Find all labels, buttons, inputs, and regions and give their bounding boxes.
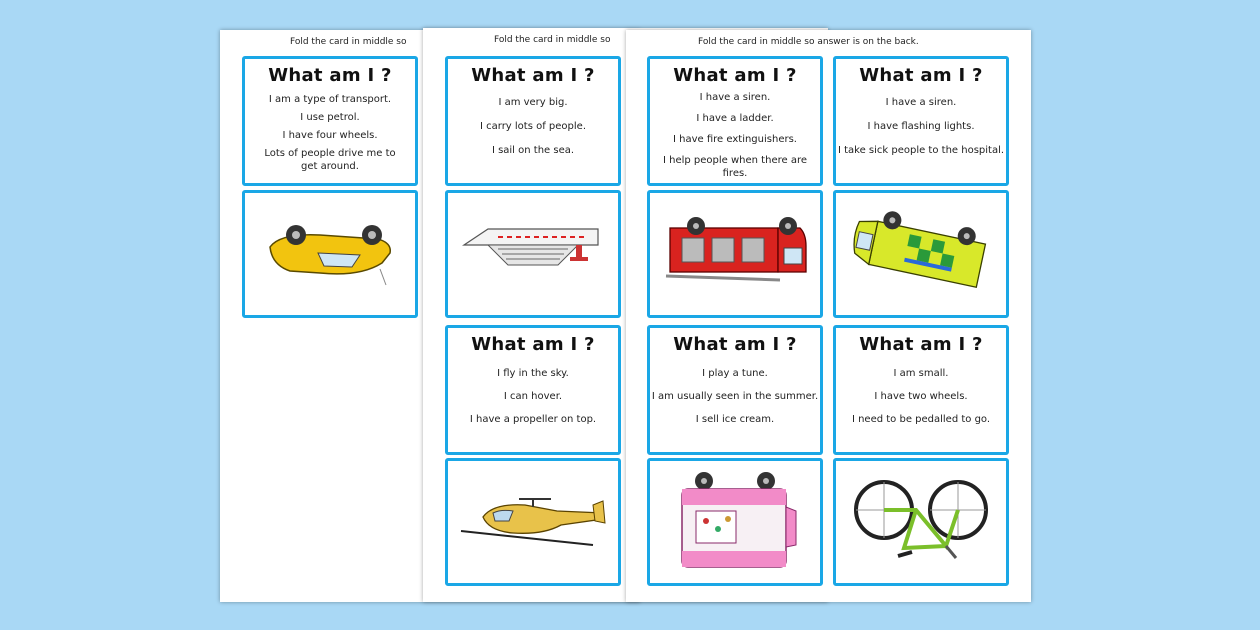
fold-instruction: Fold the card in middle so xyxy=(290,37,407,47)
clue-line: I take sick people to the hospital. xyxy=(837,145,1005,156)
answer-card-ice-cream-van xyxy=(647,458,823,586)
clue-line: I help people when there are fires. xyxy=(663,155,807,179)
upside-down-ice-cream-van-picture xyxy=(670,467,800,577)
clue-line: I have a ladder. xyxy=(696,113,774,124)
upside-down-fire-engine-picture xyxy=(660,214,810,294)
clue-line: I have four wheels. xyxy=(282,130,378,141)
worksheet-page-3 xyxy=(626,30,1031,602)
card-title: What am I ? xyxy=(859,334,983,355)
clue-line: I use petrol. xyxy=(300,112,360,123)
clue-line: I sail on the sea. xyxy=(491,145,575,156)
card-title: What am I ? xyxy=(859,65,983,86)
clue-card-car xyxy=(242,56,418,186)
upside-down-car-picture xyxy=(260,219,400,289)
answer-card-ship xyxy=(445,190,621,318)
card-title: What am I ? xyxy=(673,65,797,86)
clue-card-ambulance xyxy=(833,56,1009,186)
card-title: What am I ? xyxy=(268,65,392,86)
answer-card-helicopter xyxy=(445,458,621,586)
clue-card-helicopter xyxy=(445,325,621,455)
clue-line: I carry lots of people. xyxy=(480,121,586,132)
clue-line: I am small. xyxy=(893,368,949,379)
clue-line: I have fire extinguishers. xyxy=(673,134,797,145)
upside-down-ship-picture xyxy=(458,219,608,289)
clue-line: I have flashing lights. xyxy=(867,121,975,132)
answer-card-bicycle xyxy=(833,458,1009,586)
card-title: What am I ? xyxy=(673,334,797,355)
clue-line: I have a propeller on top. xyxy=(469,414,597,425)
card-title: What am I ? xyxy=(471,65,595,86)
answer-card-ambulance xyxy=(833,190,1009,318)
answer-card-fire-engine xyxy=(647,190,823,318)
clue-line: I am usually seen in the summer. xyxy=(651,391,819,402)
upside-down-bicycle-picture xyxy=(846,472,996,572)
clue-card-ice-cream-van xyxy=(647,325,823,455)
clue-line: I fly in the sky. xyxy=(497,368,569,379)
clue-line: I am a type of transport. xyxy=(268,94,392,105)
clue-line: I need to be pedalled to go. xyxy=(851,414,991,425)
clue-line: I have two wheels. xyxy=(874,391,968,402)
fold-instruction: Fold the card in middle so xyxy=(494,35,611,45)
clue-line: Lots of people drive me to get around. xyxy=(264,148,396,172)
answer-card-car xyxy=(242,190,418,318)
fold-instruction: Fold the card in middle so answer is on the back. xyxy=(698,37,919,47)
clue-line: I am very big. xyxy=(498,97,568,108)
clue-line: I have a siren. xyxy=(885,97,957,108)
clue-card-fire-engine xyxy=(647,56,823,186)
clue-card-ship xyxy=(445,56,621,186)
clue-line: I can hover. xyxy=(503,391,563,402)
upside-down-helicopter-picture xyxy=(453,487,613,557)
card-title: What am I ? xyxy=(471,334,595,355)
clue-line: I have a siren. xyxy=(699,92,771,103)
clue-line: I sell ice cream. xyxy=(695,414,775,425)
upside-down-ambulance-picture xyxy=(846,211,996,297)
clue-card-bicycle xyxy=(833,325,1009,455)
clue-line: I play a tune. xyxy=(702,368,768,379)
